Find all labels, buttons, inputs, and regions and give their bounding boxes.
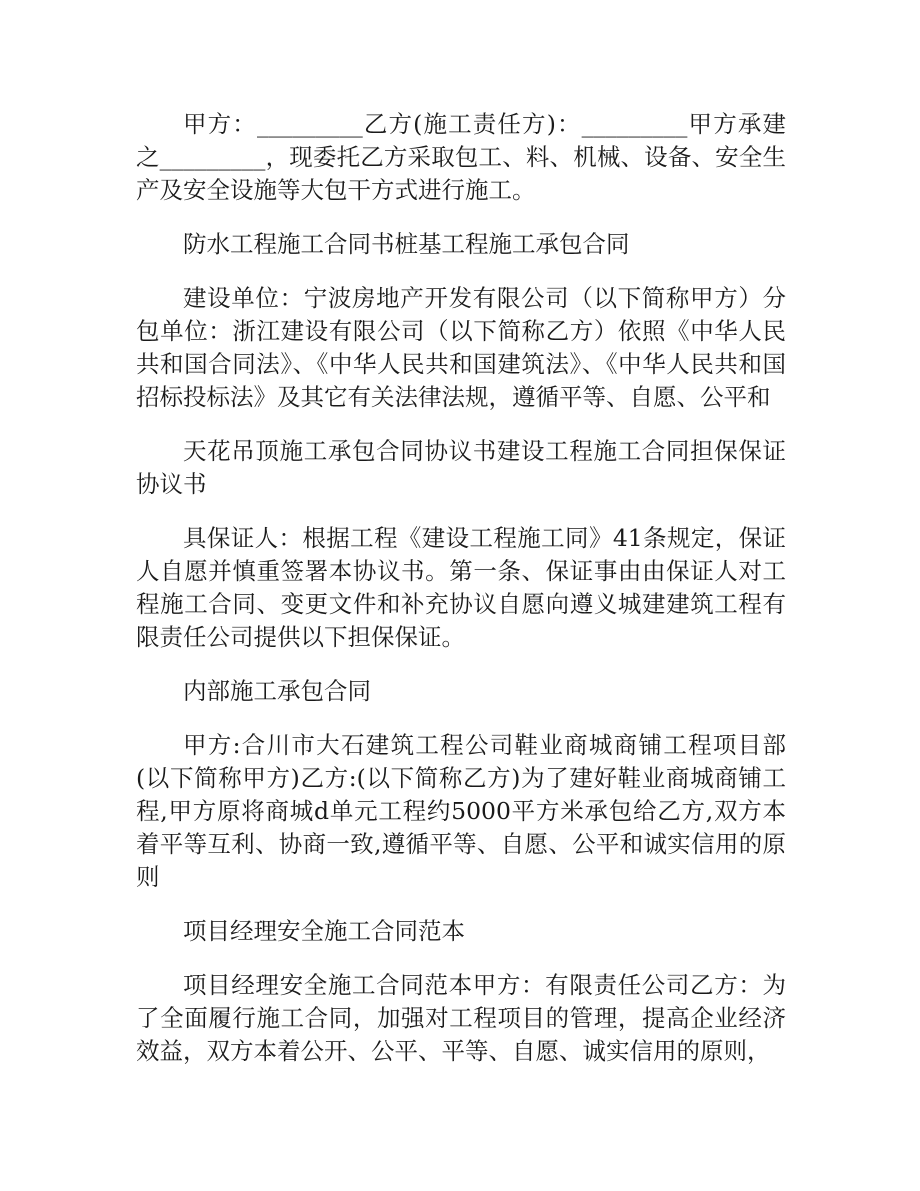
heading-ceiling-contract: 天花吊顶施工承包合同协议书建设工程施工合同担保保证协议书 bbox=[136, 437, 786, 498]
paragraph-contract-intro: 甲方：_________乙方(施工责任方)：_________甲方承建之_________，现委托乙方采取包工、料、机械、设备、安全生产及安全设施等大包干方式进行施工。 bbox=[136, 110, 786, 204]
paragraph-guarantor: 具保证人：根据工程《建设工程施工同》41条规定，保证人自愿并慎重签署本协议书。第一条、保证事由由保证人对工程施工合同、变更文件和补充协议自愿向遵义城建建筑工程有限责任公司提供以下担保保证。 bbox=[136, 524, 786, 651]
heading-internal-contract: 内部施工承包合同 bbox=[183, 677, 371, 705]
heading-pm-safety-contract: 项目经理安全施工合同范本 bbox=[183, 917, 465, 945]
paragraph-pm-safety-contract: 项目经理安全施工合同范本甲方：有限责任公司乙方：为了全面履行施工合同，加强对工程项目的管理，提高企业经济效益，双方本着公开、公平、平等、自愿、诚实信用的原则， bbox=[136, 971, 786, 1065]
paragraph-shoe-mall-project: 甲方:合川市大石建筑工程公司鞋业商城商铺工程项目部(以下简称甲方)乙方:(以下简称乙方)为了建好鞋业商城商铺工程,甲方原将商城d单元工程约5000平方米承包给乙方,双方本着平等互利、协商一致,遵循平等、自愿、公平和诚实信用的原则 bbox=[136, 731, 786, 891]
paragraph-construction-unit: 建设单位：宁波房地产开发有限公司（以下简称甲方）分包单位：浙江建设有限公司（以下简称乙方）依照《中华人民共和国合同法》、《中华人民共和国建筑法》、《中华人民共和国招标投标法》及其它有关法律法规，遵循平等、自愿、公平和 bbox=[136, 284, 786, 411]
document-body bbox=[136, 108, 786, 1089]
heading-waterproof-contract: 防水工程施工合同书桩基工程施工承包合同 bbox=[183, 230, 630, 258]
